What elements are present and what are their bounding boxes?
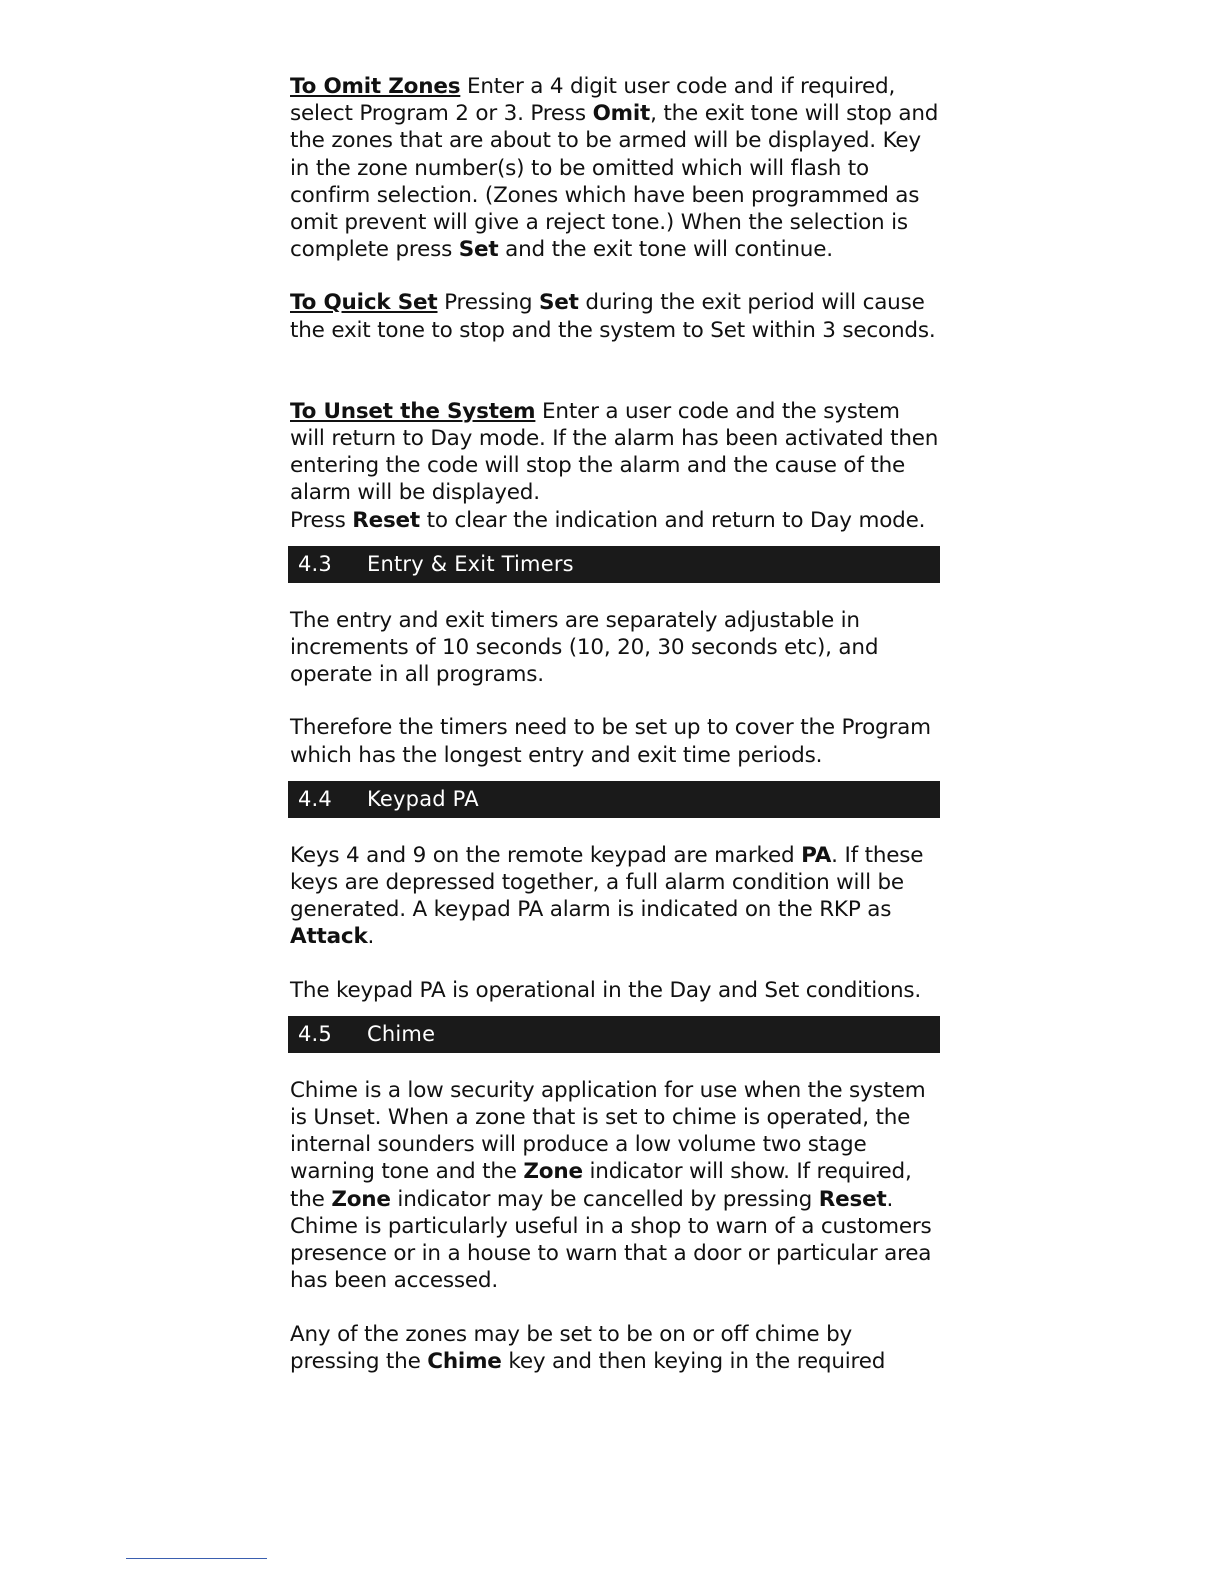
quick-set-heading: To Quick Set xyxy=(290,290,438,316)
section-number: 4.3 xyxy=(298,551,332,576)
chime-paragraph-3: Any of the zones may be set to be on or off chime by pressing the Chime key and then keying in the required xyxy=(290,1321,886,1374)
section-header-4-3 xyxy=(288,546,940,583)
zone-indicator: Zone xyxy=(331,1186,391,1212)
set-key: Set xyxy=(539,290,579,316)
section-header-4-4 xyxy=(288,781,940,818)
set-key: Set xyxy=(458,237,499,263)
unset-system-heading: To Unset the System xyxy=(290,398,536,424)
omit-zones-paragraph: To Omit Zones Enter a 4 digit user code and if required, select Program 2 or 3. Press Omit, the exit tone will stop and the zones that are about to be armed will be displayed. Key in the zone number(s) to be omitted which will flash to confirm selection. (Zones which have been programmed as omit prevent will give a reject tone.) When the selection is complete press Set and the exit tone will continue. xyxy=(290,74,939,263)
section-title: Chime xyxy=(367,1021,436,1046)
footnote-rule xyxy=(126,1558,267,1559)
unset-system-paragraph: To Unset the System Enter a user code and the system will return to Day mode. If the alarm has been activated then entering the code will stop the alarm and the cause of the alarm will be displayed. xyxy=(290,398,939,506)
pa-key: PA xyxy=(801,842,832,868)
entry-exit-paragraph-2: Therefore the timers need to be set up to cover the Program which has the longest entry and exit time periods. xyxy=(290,715,931,768)
section-number: 4.4 xyxy=(298,786,332,811)
section-number: 4.5 xyxy=(298,1021,332,1046)
reset-key: Reset xyxy=(818,1186,887,1212)
manual-page-column xyxy=(290,73,940,1375)
entry-exit-paragraph-1: The entry and exit timers are separately adjustable in increments of 10 seconds (10, 20, 30 seconds etc), and operate in all programs. xyxy=(290,607,879,688)
unset-reset-paragraph: Press Reset to clear the indication and return to Day mode. xyxy=(290,507,926,533)
chime-key: Chime xyxy=(427,1348,502,1374)
section-title: Keypad PA xyxy=(367,786,479,811)
section-title: Entry & Exit Timers xyxy=(367,551,574,576)
keypad-pa-paragraph-1: Keys 4 and 9 on the remote keypad are marked PA. If these keys are depressed together, a full alarm condition will be generated. A keypad PA alarm is indicated on the RKP as Attack. xyxy=(290,842,924,950)
reset-key: Reset xyxy=(352,507,421,533)
chime-paragraph-2: Chime is particularly useful in a shop to warn of a customers presence or in a house to warn that a door or particular area has been accessed. xyxy=(290,1213,932,1294)
omit-key: Omit xyxy=(592,101,651,127)
zone-indicator: Zone xyxy=(523,1159,583,1185)
quick-set-paragraph: To Quick Set Pressing Set during the exit period will cause the exit tone to stop and the system to Set within 3 seconds. xyxy=(290,290,936,343)
omit-zones-heading: To Omit Zones xyxy=(290,74,461,99)
attack-label: Attack xyxy=(290,924,368,950)
keypad-pa-paragraph-2: The keypad PA is operational in the Day and Set conditions. xyxy=(290,977,922,1003)
chime-paragraph-1: Chime is a low security application for use when the system is Unset. When a zone that is set to chime is operated, the internal sounders will produce a low volume two stage warning tone and the Zone indicator will show. If required, the Zone indicator may be cancelled by pressing Reset. xyxy=(290,1077,926,1212)
section-header-4-5 xyxy=(288,1016,940,1053)
